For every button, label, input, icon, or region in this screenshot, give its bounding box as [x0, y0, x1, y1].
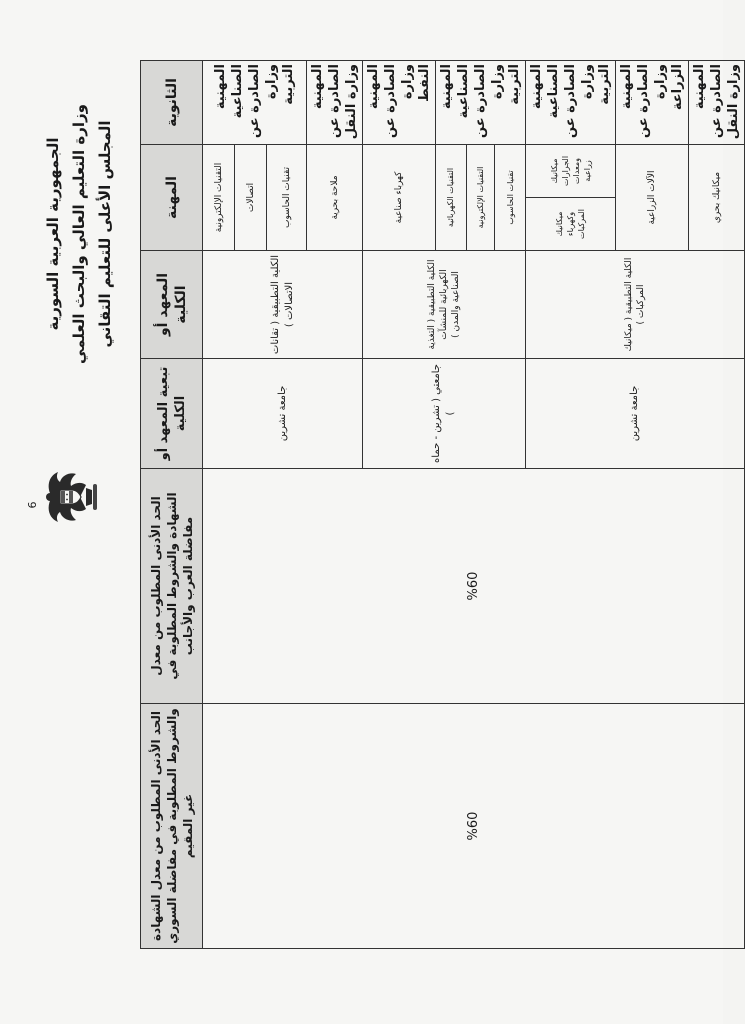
profession-cell: ميكانيك الجرارات ومعدات زراعية — [526, 144, 616, 197]
header-min-arab-foreign: الحد الأدنى المطلوب من معدل الشهادة والشروط المطلوبة في مفاضلة العرب والأجانب — [141, 469, 203, 704]
letterhead — [40, 84, 118, 384]
header-line-ministry: وزارة التعليم العالي والبحث العلمي — [70, 103, 88, 365]
institute-cell: الكلية التطبيقية ( تقانات الاتصالات ) — [203, 251, 363, 359]
eagle-emblem-icon — [40, 466, 102, 528]
table-header-row — [141, 60, 203, 948]
profession-cell: اتصالات — [235, 144, 267, 250]
header-institute: المعهد أو الكلية — [141, 251, 203, 359]
profession-cell: التقنيات الكهربائية — [436, 144, 467, 250]
profession-cell: ميكانيك بحري — [689, 144, 745, 250]
min-syrian-nonresident-value: %60 — [203, 704, 745, 949]
min-arab-foreign-value: %60 — [203, 469, 745, 704]
profession-cell: كهرباء صناعية — [363, 144, 436, 250]
table-row — [203, 60, 235, 948]
profession-cell: التقنيات الإلكترونية — [466, 144, 495, 250]
profession-cell: تقنيات الحاسوب — [495, 144, 526, 250]
institute-cell: الكلية التطبيقية ( التغذية الكهربائية للمنشآت الصناعية والمدن ) — [363, 251, 526, 359]
qualification-cell: المهنية الصادرة عن وزارة النفط — [363, 60, 436, 144]
page-number: 6 — [26, 501, 39, 509]
qualification-cell: المهنية الصناعية الصادرة عن وزارة التربية — [526, 60, 616, 144]
affiliation-cell: جامعتي ( تشرين - حماه ) — [363, 359, 526, 469]
header-line-country: الجمهورية العربية السورية — [44, 137, 62, 331]
qualification-cell: المهنية الصادرة عن وزارة النقل — [307, 60, 363, 144]
profession-cell: ملاحة بحرية — [307, 144, 363, 250]
qualification-cell: المهنية الصناعية الصادرة عن وزارة التربية — [203, 60, 307, 144]
affiliation-cell: جامعة تشرين — [203, 359, 363, 469]
profession-cell: الآلات الزراعية — [616, 144, 689, 250]
header-qualification: الثانوية — [141, 60, 203, 144]
requirements-table — [140, 60, 745, 949]
requirements-table-wrapper — [140, 61, 741, 949]
institute-cell: الكلية التطبيقية ( ميكانيك المركبات ) — [526, 251, 745, 359]
qualification-cell: المهنية الصادرة عن وزارة النقل — [689, 60, 745, 144]
header-line-council: المجلس الأعلى للتعليم التقاني — [96, 120, 114, 348]
profession-cell: التقنيات الإلكترونية — [203, 144, 235, 250]
header-min-syrian-nonresident: الحد الأدنى المطلوب من معدل الشهادة والشروط المطلوبة في مفاضلة السوري غير المقيم — [141, 704, 203, 949]
affiliation-cell: جامعة تشرين — [526, 359, 745, 469]
profession-cell: ميكانيك وكهرباء المركبات — [526, 197, 616, 250]
qualification-cell: المهنية الصادرة عن وزارة الزراعة — [616, 60, 689, 144]
qualification-cell: المهنية الصناعية الصادرة عن وزارة التربية — [436, 60, 526, 144]
profession-cell: تقنيات الحاسوب — [267, 144, 307, 250]
header-profession: المهنة — [141, 144, 203, 250]
header-affiliation: تبعية المعهد أو الكلية — [141, 359, 203, 469]
